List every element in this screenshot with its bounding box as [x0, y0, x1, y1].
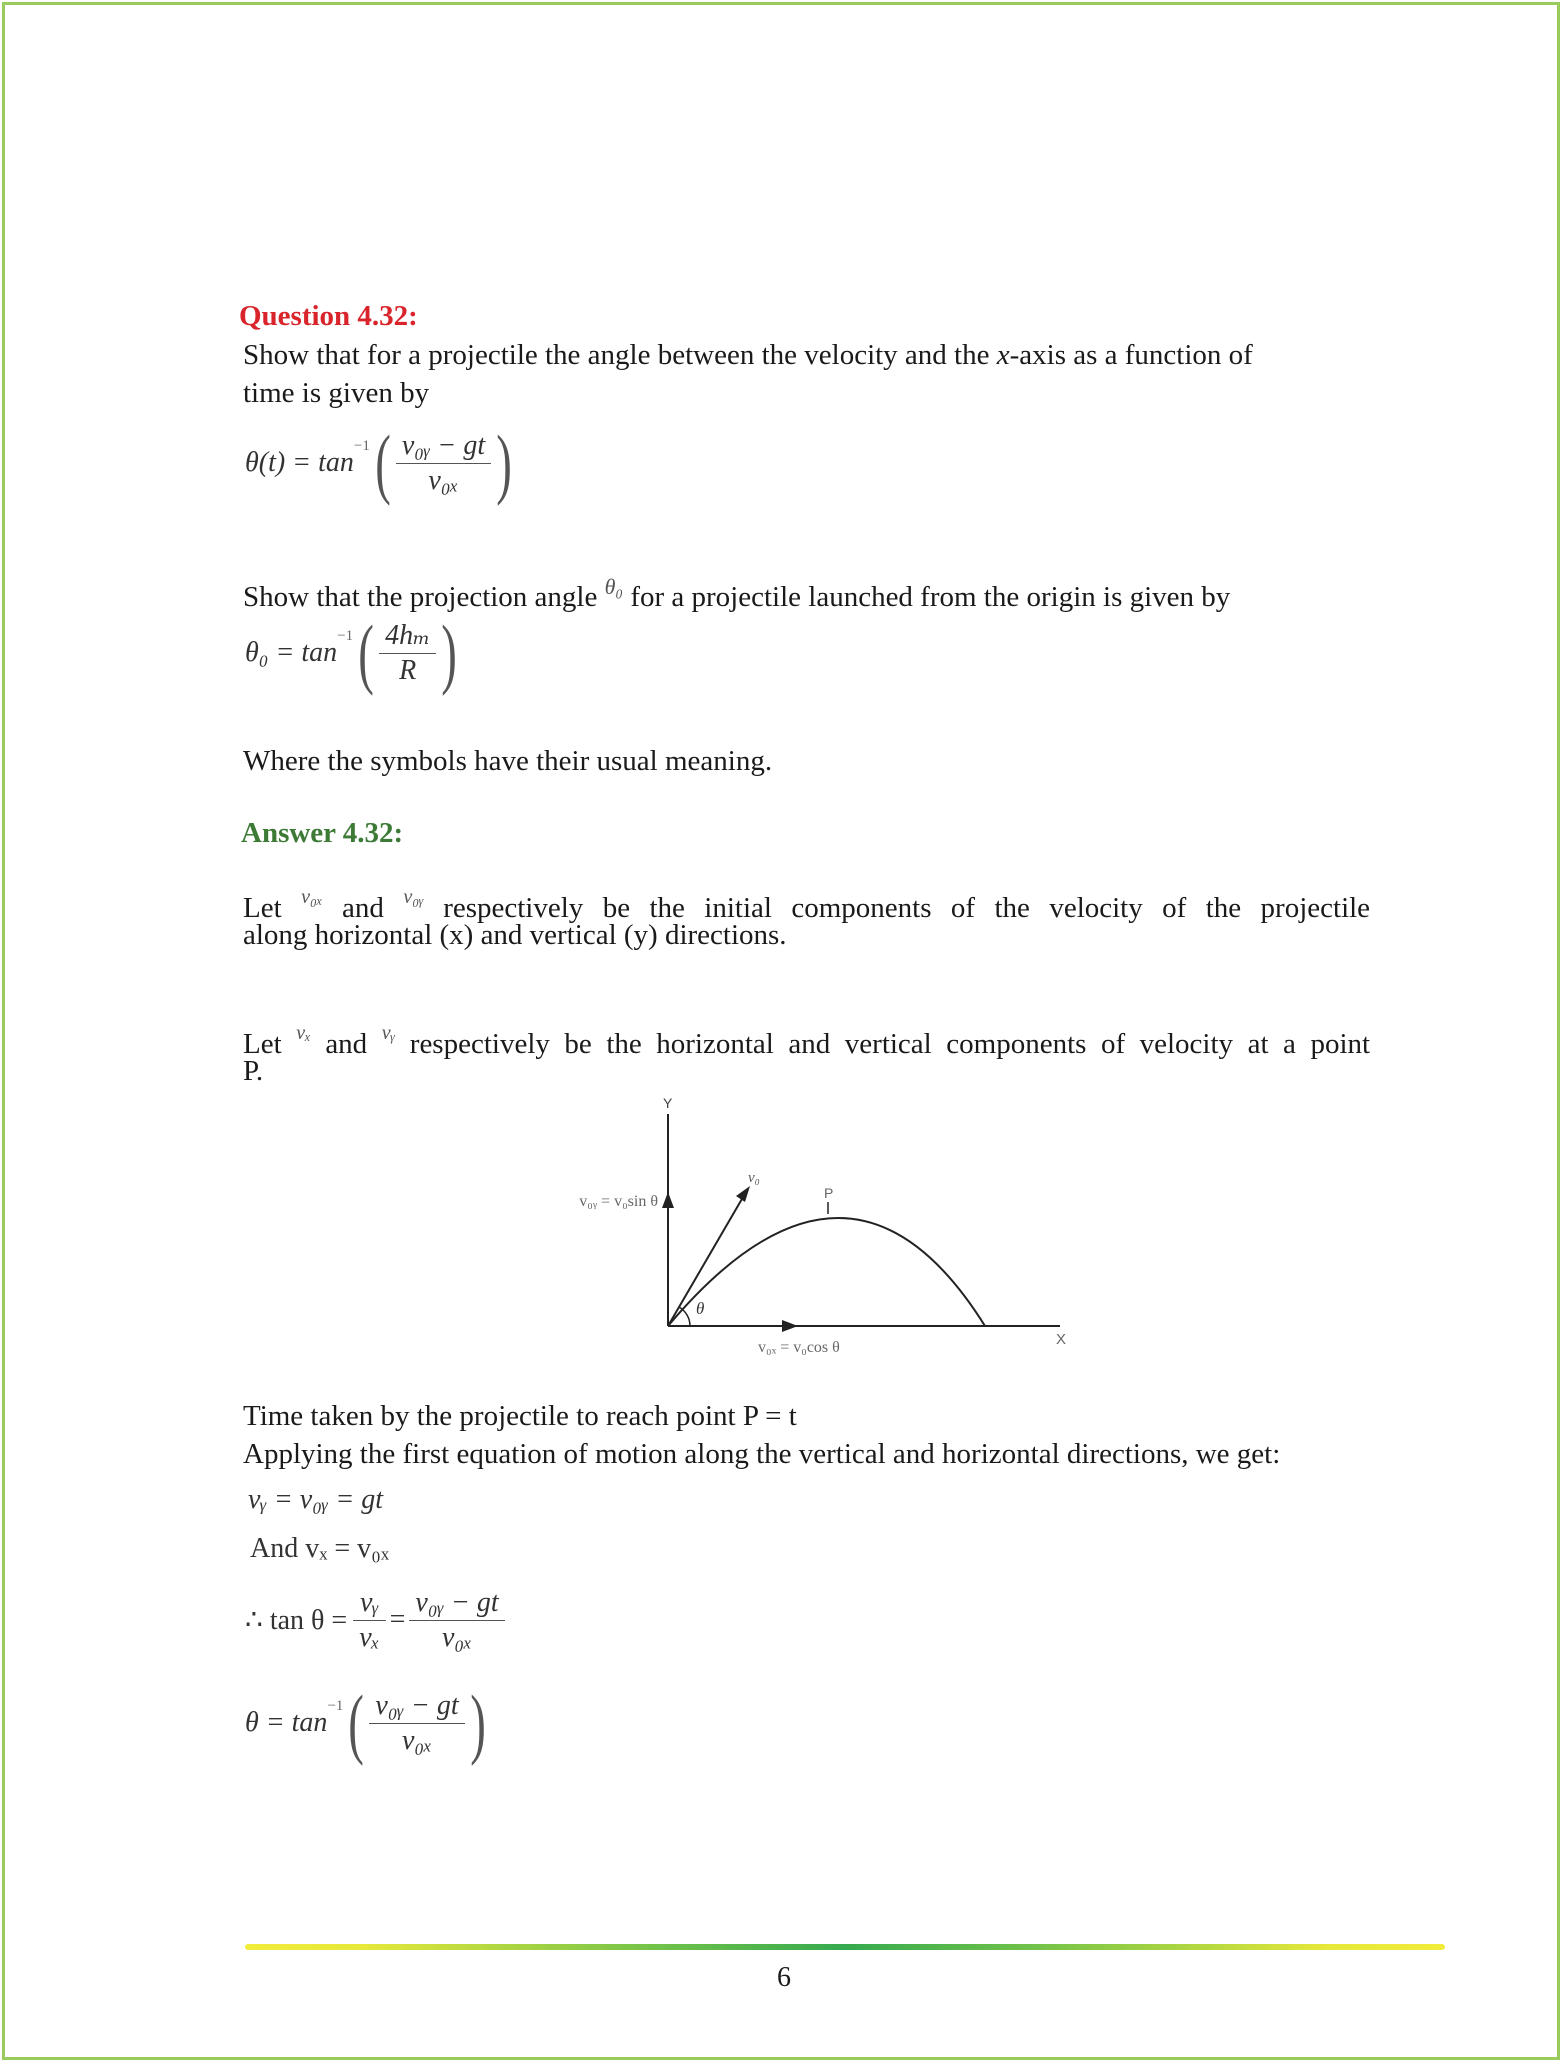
and-word: and	[342, 892, 384, 924]
answer-paragraph-1-rest: respectively be the initial components of the velocity of the projectile	[443, 892, 1371, 924]
eq5-f1-denominator: vₓ	[359, 1621, 380, 1653]
answer-paragraph-2-rest: respectively be the horizontal and vertical components of velocity at a point	[409, 1028, 1371, 1060]
vox-label: v₀ₓ = v₀cos θ	[758, 1339, 840, 1356]
eq6-lhs: θ = tan	[245, 1707, 328, 1738]
trajectory-curve	[668, 1218, 985, 1326]
eq6-fraction	[369, 1689, 464, 1758]
v0x-symbol: v₀ₓ	[301, 886, 323, 908]
equation-vx: And vₓ = v₀ₓ	[250, 1533, 390, 1564]
eq6-exponent: −1	[327, 1698, 344, 1714]
question-line-2: time is given by	[243, 377, 430, 409]
x-axis-label: X	[1056, 1331, 1067, 1348]
question-line-1	[243, 336, 1373, 374]
eq1-numerator: v₀ᵧ − gt	[396, 429, 491, 464]
equation-theta-zero	[245, 610, 462, 696]
answer-paragraph-2-line-1	[243, 1014, 1370, 1063]
right-paren: )	[469, 1679, 486, 1766]
x-variable: x	[996, 339, 1010, 371]
eq1-lhs: θ(t) = tan	[245, 447, 354, 478]
vy-symbol: vᵧ	[381, 1022, 396, 1044]
v0y-symbol: v₀ᵧ	[403, 886, 424, 908]
eq5-equals: =	[389, 1604, 406, 1635]
right-paren: )	[441, 609, 458, 696]
eq5-fraction-2	[409, 1586, 504, 1655]
right-paren: )	[496, 419, 512, 506]
vox-arrowhead	[782, 1320, 798, 1332]
v0-vector	[668, 1192, 746, 1326]
eq5-lhs: ∴ tan θ =	[245, 1605, 348, 1636]
footer-divider	[245, 1944, 1445, 1950]
left-paren: (	[348, 1679, 365, 1766]
question-heading: Question 4.32:	[239, 300, 418, 332]
answer-heading: Answer 4.32:	[241, 817, 404, 849]
question-line-3-part-2: for a projectile launched from the origin is given by	[630, 581, 1231, 613]
v0-label: v₀	[748, 1170, 760, 1186]
question-line-3-part-1: Show that the projection angle	[243, 581, 598, 613]
eq2-numerator: 4hₘ	[379, 619, 436, 654]
left-paren: (	[375, 419, 391, 506]
equation-theta-final	[245, 1678, 491, 1768]
voy-label: v₀ᵧ = v₀sin θ	[579, 1193, 658, 1210]
vx-symbol: vₓ	[296, 1022, 311, 1044]
question-line-1-part-1: Show that for a projectile the angle between the velocity and the	[243, 339, 997, 371]
theta-label: θ	[696, 1299, 705, 1318]
page-number: 6	[777, 1962, 791, 1993]
question-line-1-part-2: -axis as a function of	[1009, 339, 1253, 371]
theta-arc	[679, 1307, 690, 1326]
let-word: Let	[243, 1028, 282, 1060]
eq1-fraction	[396, 429, 491, 498]
theta-zero-inline: θ₀	[604, 574, 624, 599]
voy-arrowhead	[662, 1192, 674, 1208]
eq6-denominator: v₀ₓ	[401, 1724, 433, 1756]
answer-paragraph-2-line-2: P.	[243, 1055, 264, 1087]
let-word: Let	[243, 892, 282, 924]
v0-arrowhead	[736, 1186, 750, 1202]
eq2-lhs: θ₀ = tan	[245, 637, 338, 668]
answer-paragraph-1-line-2: along horizontal (x) and vertical (y) directions.	[243, 919, 787, 951]
eq1-denominator: v₀ₓ	[428, 464, 459, 496]
eq2-exponent: −1	[337, 628, 354, 644]
and-word: and	[325, 1028, 368, 1060]
eq5-f1-numerator: vᵧ	[353, 1586, 385, 1621]
eq6-numerator: v₀ᵧ − gt	[369, 1689, 464, 1724]
left-paren: (	[358, 609, 374, 696]
eq5-f2-numerator: v₀ᵧ − gt	[409, 1586, 504, 1621]
point-p-label: P	[824, 1185, 834, 1201]
eq2-fraction	[379, 619, 436, 688]
eq2-denominator: R	[399, 654, 417, 686]
y-axis-label: Y	[663, 1095, 673, 1111]
equation-vy: vᵧ = v₀ᵧ = gt	[248, 1484, 384, 1515]
question-line-3	[243, 568, 1230, 616]
answer-paragraph-4: Applying the first equation of motion along the vertical and horizontal directions, we get:	[243, 1438, 1281, 1470]
equation-tan-theta	[245, 1580, 505, 1660]
answer-paragraph-3: Time taken by the projectile to reach point P = t	[243, 1400, 797, 1432]
eq5-fraction-1	[353, 1586, 385, 1655]
equation-theta-t	[245, 418, 517, 508]
question-line-4: Where the symbols have their usual meaning.	[243, 745, 773, 777]
eq5-f2-denominator: v₀ₓ	[442, 1621, 473, 1653]
projectile-diagram	[530, 1090, 1090, 1360]
eq1-exponent: −1	[353, 438, 370, 454]
